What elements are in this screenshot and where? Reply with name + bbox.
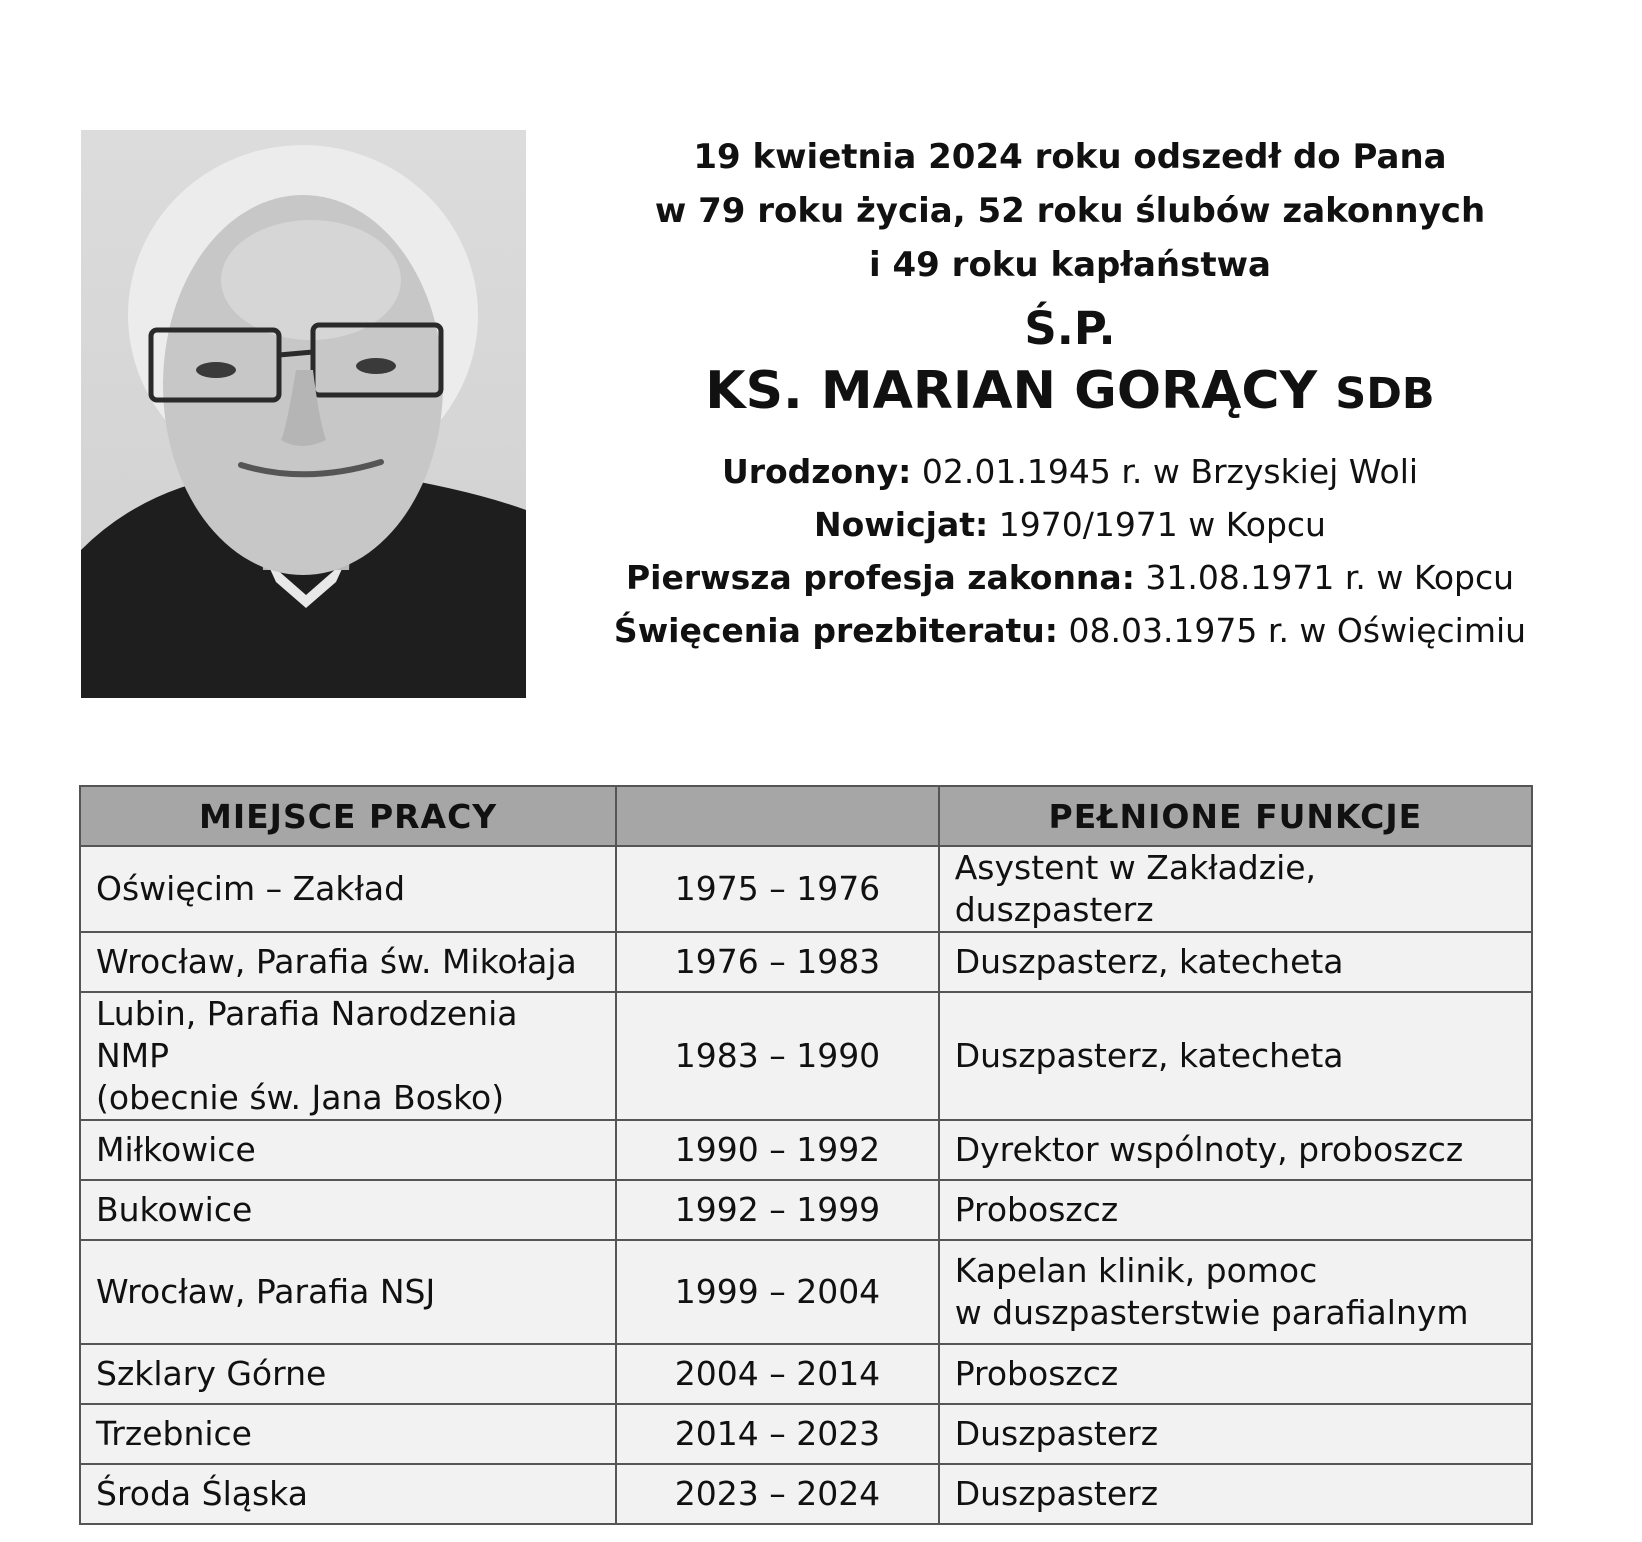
death-announcement bbox=[570, 130, 1570, 292]
table-row bbox=[80, 992, 1532, 1120]
cell-place: Oświęcim – Zakład bbox=[80, 846, 616, 932]
career-table bbox=[79, 785, 1533, 1525]
cell-function: Duszpasterz bbox=[939, 1464, 1532, 1524]
portrait-image bbox=[81, 130, 526, 698]
detail-value: 02.01.1945 r. w Brzyskiej Woli bbox=[921, 452, 1419, 491]
header-place: MIEJSCE PRACY bbox=[80, 786, 616, 846]
cell-years: 2004 – 2014 bbox=[616, 1344, 938, 1404]
name-text: KS. MARIAN GORĄCY bbox=[705, 361, 1318, 421]
cell-place: Środa Śląska bbox=[80, 1464, 616, 1524]
table-row bbox=[80, 1180, 1532, 1240]
table-row bbox=[80, 1120, 1532, 1180]
cell-years: 1999 – 2004 bbox=[616, 1240, 938, 1344]
cell-function: Dyrektor wspólnoty, proboszcz bbox=[939, 1120, 1532, 1180]
table-row bbox=[80, 1240, 1532, 1344]
detail-value: 08.03.1975 r. w Oświęcimiu bbox=[1068, 611, 1527, 650]
detail-label: Święcenia prezbiteratu: bbox=[613, 611, 1058, 650]
cell-function: Proboszcz bbox=[939, 1180, 1532, 1240]
header-years bbox=[616, 786, 938, 846]
header-functions: PEŁNIONE FUNKCJE bbox=[939, 786, 1532, 846]
intro-line: i 49 roku kapłaństwa bbox=[869, 245, 1271, 285]
cell-place: Szklary Górne bbox=[80, 1344, 616, 1404]
cell-years: 1990 – 1992 bbox=[616, 1120, 938, 1180]
cell-years: 2023 – 2024 bbox=[616, 1464, 938, 1524]
detail-ordination bbox=[570, 604, 1570, 657]
cell-function: Asystent w Zakładzie, duszpasterz bbox=[939, 846, 1532, 932]
portrait-photo bbox=[81, 130, 526, 698]
table-row bbox=[80, 846, 1532, 932]
detail-value: 1970/1971 w Kopcu bbox=[998, 505, 1326, 544]
cell-place: Wrocław, Parafia św. Mikołaja bbox=[80, 932, 616, 992]
table-row bbox=[80, 1344, 1532, 1404]
cell-place: Wrocław, Parafia NSJ bbox=[80, 1240, 616, 1344]
detail-value: 31.08.1971 r. w Kopcu bbox=[1145, 558, 1515, 597]
cell-place: Lubin, Parafia Narodzenia NMP (obecnie św. Jana Bosko) bbox=[80, 992, 616, 1120]
intro-line: 19 kwietnia 2024 roku odszedł do Pana bbox=[693, 137, 1447, 177]
cell-years: 1983 – 1990 bbox=[616, 992, 938, 1120]
cell-years: 1975 – 1976 bbox=[616, 846, 938, 932]
deceased-name bbox=[570, 358, 1570, 427]
cell-place: Miłkowice bbox=[80, 1120, 616, 1180]
name-suffix: SDB bbox=[1335, 369, 1435, 419]
cell-function: Duszpasterz, katecheta bbox=[939, 992, 1532, 1120]
table-row bbox=[80, 932, 1532, 992]
cell-function: Proboszcz bbox=[939, 1344, 1532, 1404]
sp-abbreviation: Ś.P. bbox=[1024, 302, 1116, 355]
cell-function: Duszpasterz, katecheta bbox=[939, 932, 1532, 992]
cell-function: Kapelan klinik, pomoc w duszpasterstwie parafialnym bbox=[939, 1240, 1532, 1344]
detail-first-profession bbox=[570, 551, 1570, 604]
detail-label: Urodzony: bbox=[721, 452, 912, 491]
table-header-row bbox=[80, 786, 1532, 846]
obituary-header bbox=[570, 130, 1570, 657]
cell-place: Trzebnice bbox=[80, 1404, 616, 1464]
cell-function: Duszpasterz bbox=[939, 1404, 1532, 1464]
cell-years: 1992 – 1999 bbox=[616, 1180, 938, 1240]
intro-line: w 79 roku życia, 52 roku ślubów zakonnych bbox=[654, 191, 1486, 231]
cell-years: 1976 – 1983 bbox=[616, 932, 938, 992]
table-row bbox=[80, 1464, 1532, 1524]
table-row bbox=[80, 1404, 1532, 1464]
detail-born bbox=[570, 445, 1570, 498]
detail-label: Nowicjat: bbox=[814, 505, 989, 544]
detail-novitiate bbox=[570, 498, 1570, 551]
cell-years: 2014 – 2023 bbox=[616, 1404, 938, 1464]
cell-place: Bukowice bbox=[80, 1180, 616, 1240]
detail-label: Pierwsza profesja zakonna: bbox=[625, 558, 1135, 597]
biographical-details bbox=[570, 445, 1570, 657]
